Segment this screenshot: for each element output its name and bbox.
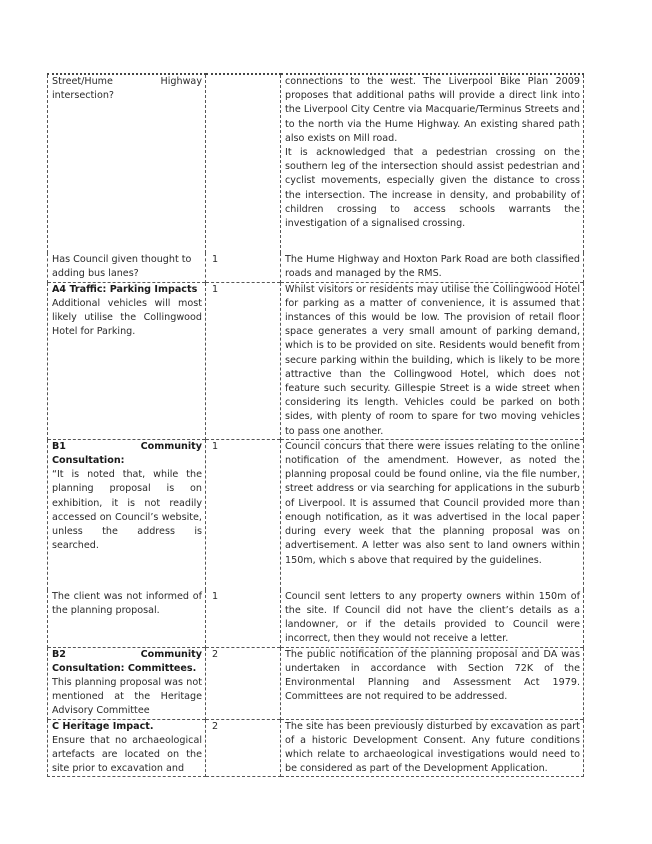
count-cell [206, 74, 281, 253]
response-cell [281, 282, 584, 439]
table-row [48, 282, 584, 439]
issue-text: The client was not informed of the planning proposal. [52, 590, 202, 616]
response-text: The Hume Highway and Hoxton Park Road are both classified roads and managed by the RMS. [285, 254, 580, 280]
count-cell [206, 590, 281, 647]
response-text: Council sent letters to any property owners within 150m of the site. If Council did not have the client’s details as a landowner, or if the details provided to Council were incorrect, then they would not receive a letter. [285, 590, 580, 645]
issue-heading: C Heritage Impact. [52, 720, 154, 732]
table-row [48, 439, 584, 589]
count-cell [206, 719, 281, 777]
response-text: connections to the west. The Liverpool Bike Plan 2009 proposes that additional paths will provide a direct link into the Liverpool City Centre via Macquarie/Terminus Streets and to the north via the Hume Highway. An existing shared path also exists on Mill road. [285, 76, 580, 144]
issue-text: Ensure that no archaeological artefacts are located on the site prior to excavation and [52, 734, 202, 775]
document-page [47, 73, 583, 777]
issue-cell [48, 647, 206, 719]
table-row [48, 647, 584, 719]
count-cell [206, 253, 281, 282]
issue-cell [48, 74, 206, 253]
count-value: 1 [212, 590, 219, 602]
count-cell [206, 647, 281, 719]
issue-text: “It is noted that, while the planning proposal is on exhibition, it is not readily accessed on Council’s website, unless the address is searched. [52, 469, 202, 552]
issue-heading: A4 Traffic: Parking Impacts [52, 283, 198, 295]
issue-cell [48, 282, 206, 439]
table-row [48, 74, 584, 253]
response-text: The public notification of the planning proposal and DA was undertaken in accordance with Section 72K of the Environmental Planning and Assessment Act 1979. Committees are not required to be addressed. [285, 648, 580, 703]
response-cell [281, 439, 584, 589]
response-cell [281, 590, 584, 647]
issue-cell [48, 719, 206, 777]
issue-heading: B2 Community Consultation: Committees. [52, 648, 202, 674]
table-row [48, 253, 584, 282]
count-value: 2 [212, 720, 219, 732]
response-text: Whilst visitors or residents may utilise the Collingwood Hotel for parking as a matter of convenience, it is assumed that instances of this would be low. The provision of retail floor space generates a very small amount of parking demand, which is to be provided on site. Residents would benefit from secure parking within the building, which is likely to be more attractive than the Collingwood Hotel, which does not feature such security. Gillespie Street is a wide street when considering its length. Vehicles could be parked on both sides, with plenty of room to spare for two moving vehicles to pass one another. [285, 283, 580, 437]
issue-text: This planning proposal was not mentioned at the Heritage Advisory Committee [52, 676, 202, 717]
count-cell [206, 439, 281, 589]
issue-text: Additional vehicles will most likely utilise the Collingwood Hotel for Parking. [52, 297, 202, 338]
issue-heading: B1 Community Consultation: [52, 440, 202, 467]
count-value: 1 [212, 440, 219, 452]
issue-cell [48, 253, 206, 282]
count-value: 1 [212, 283, 219, 295]
response-text: The site has been previously disturbed by excavation as part of a historic Development Consent. Any future conditions which relate to archaeological investigations would need to be considered as part of the Development Application. [285, 720, 580, 775]
issue-text: Has Council given thought to adding bus lanes? [52, 254, 192, 280]
issue-cell [48, 439, 206, 589]
submissions-table [47, 73, 584, 777]
table-row [48, 719, 584, 777]
count-cell [206, 282, 281, 439]
issue-cell [48, 590, 206, 647]
issue-text: Street/Hume Highway intersection? [52, 76, 202, 102]
response-cell [281, 647, 584, 719]
count-value: 1 [212, 254, 219, 266]
response-cell [281, 253, 584, 282]
response-text: Council concurs that there were issues relating to the online notification of the amendment. However, as noted the planning proposal could be found online, via the file number, street address or via searching for applications in the suburb of Liverpool. It is assumed that Council provided more than enough notification, as it was advertised in the local paper during every week that the planning proposal was on advertisement. A letter was also sent to land owners within 150m, which s above that required by the guidelines. [285, 440, 580, 566]
response-cell [281, 719, 584, 777]
count-value: 2 [212, 648, 219, 660]
table-row [48, 590, 584, 647]
response-cell [281, 74, 584, 253]
response-text-2: It is acknowledged that a pedestrian crossing on the southern leg of the intersection should assist pedestrian and cyclist movements, especially given the distance to cross the intersection. The increase in density, and probability of children crossing to access schools warrants the investigation of a signalised crossing. [285, 147, 580, 230]
